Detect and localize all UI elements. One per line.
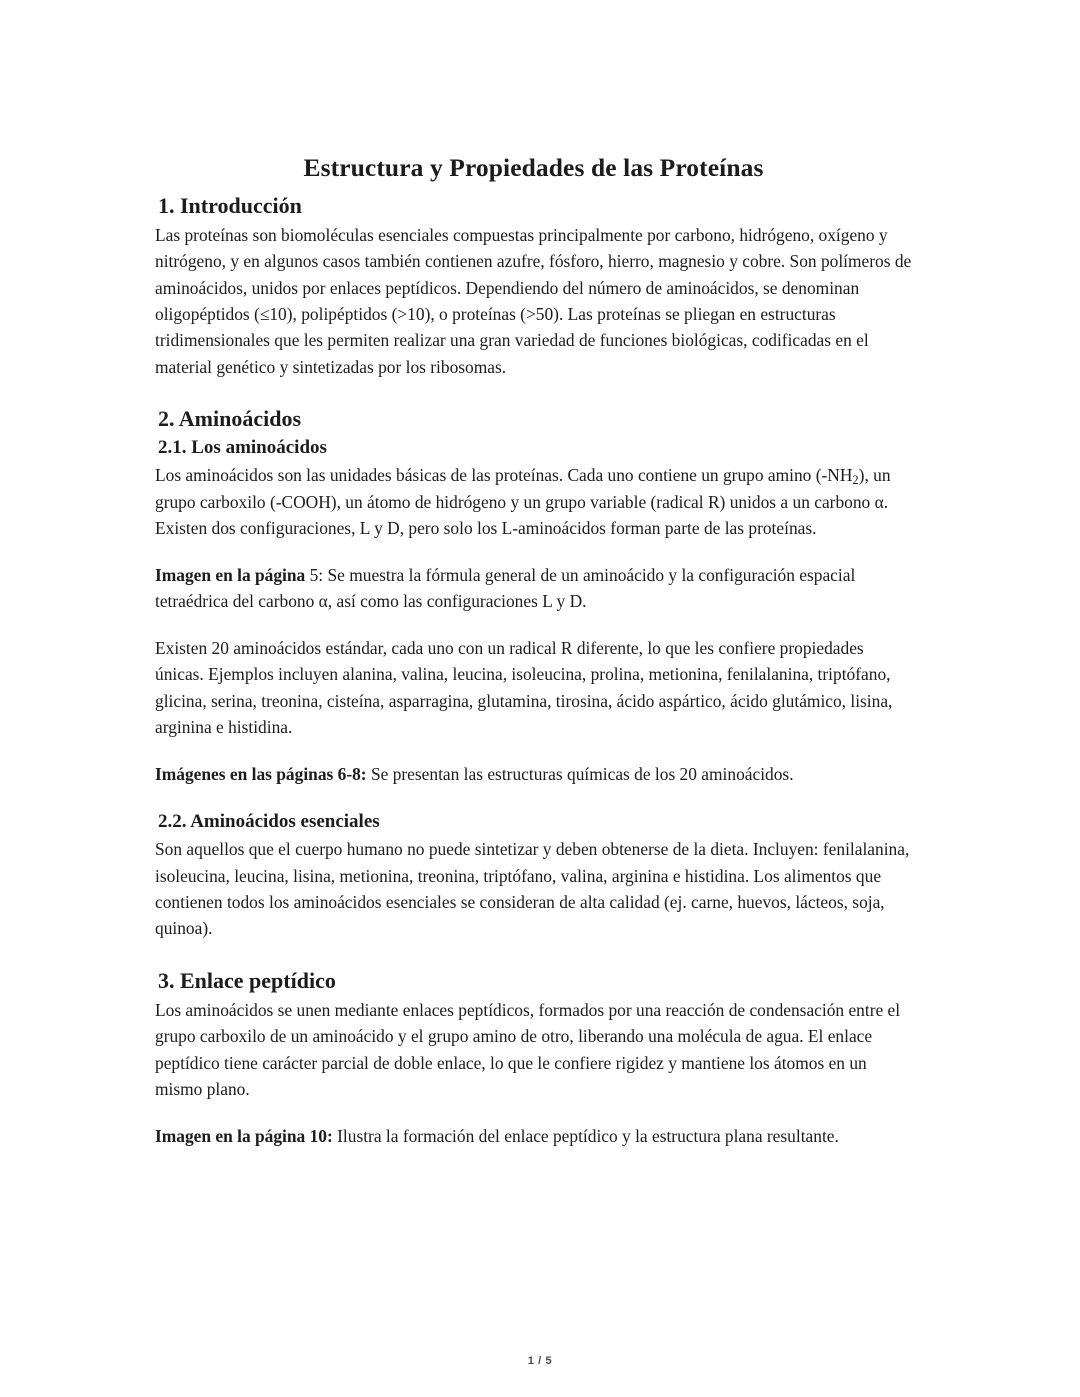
subscript-two: 2 — [852, 473, 859, 488]
image-note-paginas-6-8-lead: Imágenes en las páginas 6-8: — [155, 763, 367, 784]
paragraph-veinte-aminoacidos: Existen 20 aminoácidos estándar, cada uno con un radical R diferente, lo que les confiere propiedades únicas. Ejemplos incluyen alanina, valina, leucina, isoleucina, prolina, metionina, fenilalanina, triptófano, glicina, serina, treonina, cisteína, asparragina, glutamina, tirosina, ácido aspártico, ácido glutámico, lisina, arginina e histidina. — [155, 637, 893, 738]
image-note-pagina-5-lead: Imagen en la página — [155, 564, 306, 585]
paragraph-introduccion: Las proteínas son biomoléculas esenciales compuestas principalmente por carbono, hidrógeno, oxígeno y nitrógeno, y en algunos casos también contienen azufre, fósforo, hierro, magnesio y cobre. Son polímeros de aminoácidos, unidos por enlaces peptídicos. Dependiendo del número de aminoácidos, se denominan oligopéptidos (≤10), polipéptidos (>10), o proteínas (>50). Las proteínas se pliegan en estructuras tridimensionales que les permiten realizar una gran variedad de funciones biológicas, codificadas en el material genético y sintetizadas por los ribosomas. — [155, 224, 912, 377]
image-note-pagina-5 — [155, 562, 912, 615]
image-note-pagina-10-lead: Imagen en la página 10: — [155, 1125, 333, 1146]
image-note-paginas-6-8 — [155, 761, 912, 787]
page-number-footer: 1 / 5 — [527, 1355, 553, 1367]
paragraph-los-aminoacidos — [155, 462, 912, 541]
heading-aminoacidos-esenciales: 2.2. Aminoácidos esenciales — [158, 811, 380, 833]
document-content — [155, 152, 912, 1149]
image-note-paginas-6-8-text: Se presentan las estructuras químicas de los 20 aminoácidos. — [366, 763, 794, 784]
page-title: Estructura y Propiedades de las Proteínas — [303, 153, 764, 182]
image-note-pagina-10 — [155, 1123, 912, 1149]
heading-enlace-peptidico: 3. Enlace peptídico — [158, 967, 336, 993]
paragraph-los-aminoacidos-part1: Los aminoácidos son las unidades básicas de las proteínas. Cada uno contiene un grupo amino (-NH — [155, 465, 853, 486]
paragraph-enlace-peptidico: Los aminoácidos se unen mediante enlaces peptídicos, formados por una reacción de condensación entre el grupo carboxilo de un aminoácido y el grupo amino de otro, liberando una molécula de agua. El enlace peptídico tiene carácter parcial de doble enlace, lo que le confiere rigidez y mantiene los átomos en un mismo plano. — [155, 999, 901, 1100]
heading-aminoacidos: 2. Aminoácidos — [158, 406, 302, 432]
heading-introduccion: 1. Introducción — [158, 192, 302, 218]
heading-los-aminoacidos: 2.1. Los aminoácidos — [158, 437, 327, 459]
paragraph-aminoacidos-esenciales: Son aquellos que el cuerpo humano no puede sintetizar y deben obtenerse de la dieta. Incluyen: fenilalanina, isoleucina, leucina, lisina, metionina, treonina, triptófano, valina, arginina e histidina. Los alimentos que contienen todos los aminoácidos esenciales se consideran de alta calidad (ej. carne, huevos, lácteos, soja, quinoa). — [155, 839, 910, 939]
image-note-pagina-5-text: 5: Se muestra la fórmula general de un aminoácido y la configuración espacial tetraédrica del carbono α, así como las configuraciones L y D. — [155, 564, 856, 612]
paragraph-los-aminoacidos-part2: ), un grupo carboxilo (-COOH), un átomo de hidrógeno y un grupo variable (radical R) unidos a un carbono α. Existen dos configuraciones, L y D, pero solo los L-aminoácidos forman parte de las proteínas. — [155, 465, 891, 539]
image-note-pagina-10-text: Ilustra la formación del enlace peptídico y la estructura plana resultante. — [332, 1125, 839, 1146]
